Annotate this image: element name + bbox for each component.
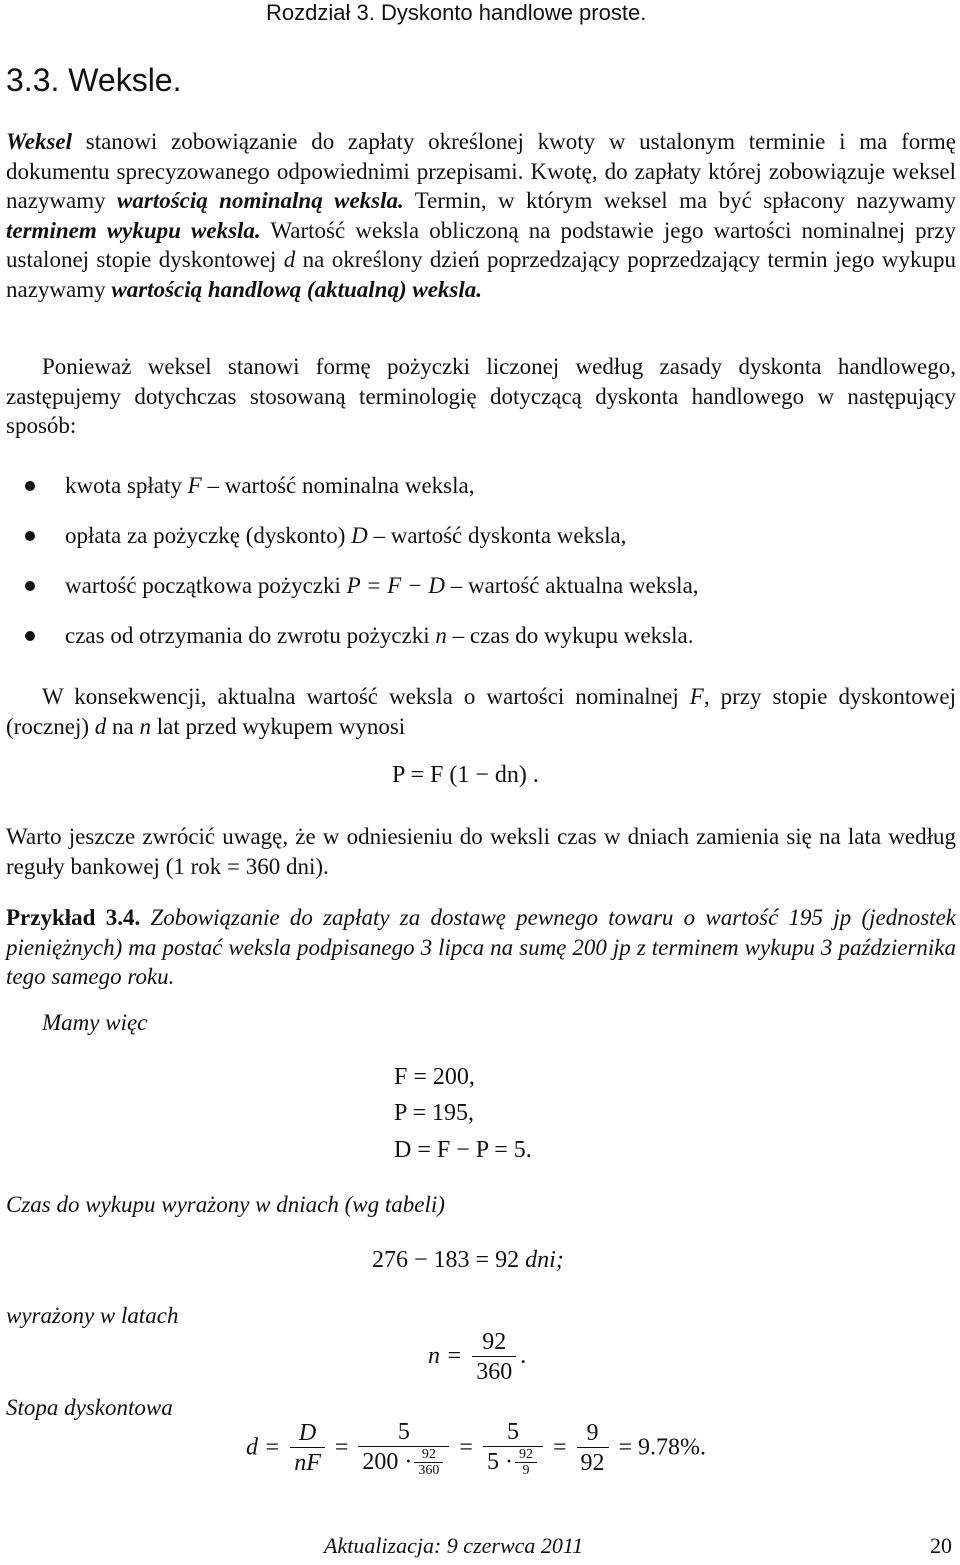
update-date: Aktualizacja: 9 czerwca 2011 bbox=[324, 1533, 584, 1558]
equals-sign: = bbox=[552, 1434, 567, 1461]
eq-n bbox=[428, 1328, 526, 1387]
item-text: opłata za pożyczkę (dyskonto) bbox=[65, 523, 352, 548]
banking-rule-paragraph: Warto jeszcze zwrócić uwagę, że w odniesieniu do weksli czas w dniach zamienia się na lata według reguły bankowej (1 rok = 360 dni). bbox=[6, 824, 956, 879]
n-lhs: n = bbox=[428, 1343, 463, 1370]
term-nominal-value: wartością nominalną weksla. bbox=[117, 188, 404, 213]
item-symbol: n bbox=[435, 623, 447, 648]
period: . bbox=[520, 1343, 527, 1370]
fraction-denominator bbox=[358, 1446, 449, 1479]
fraction-D-nF bbox=[290, 1419, 325, 1478]
list-item bbox=[25, 466, 925, 516]
fraction-numerator: 92 bbox=[482, 1329, 507, 1355]
list-item bbox=[25, 616, 925, 666]
item-text: kwota spłaty bbox=[65, 473, 188, 498]
formula-present-value: P = F (1 − dn) . bbox=[392, 762, 539, 788]
fraction-denominator: nF bbox=[290, 1447, 325, 1478]
fraction-denominator: 92 bbox=[577, 1447, 609, 1478]
term-market-value: wartością handlową (aktualną) weksla. bbox=[111, 276, 483, 302]
paragraph-text: na określony dzień poprzedzający poprzedzający termin jego wykupu nazywamy bbox=[6, 247, 956, 302]
terminology-list bbox=[25, 466, 925, 666]
paragraph-text: lat przed wykupem wynosi bbox=[150, 713, 406, 739]
item-symbol: P = F − D bbox=[346, 573, 445, 598]
denominator-factor: 5 · bbox=[486, 1449, 513, 1475]
small-fraction bbox=[414, 1447, 443, 1479]
eq-P: P = 195, bbox=[394, 1100, 474, 1126]
eq-days bbox=[372, 1247, 564, 1274]
item-text: – wartość dyskonta weksla, bbox=[367, 523, 627, 548]
item-symbol: D bbox=[351, 523, 368, 548]
mamy-wiec: Mamy więc bbox=[42, 1010, 148, 1035]
days-expression: 276 − 183 = 92 bbox=[372, 1247, 520, 1273]
fraction-9-92 bbox=[577, 1419, 609, 1478]
days-unit: dni; bbox=[519, 1247, 564, 1273]
bullet-icon bbox=[25, 631, 35, 641]
list-item bbox=[25, 566, 925, 616]
result: = 9.78%. bbox=[618, 1434, 707, 1461]
paragraph-text: Termin, w którym weksel ma być spłacony nazywamy bbox=[403, 188, 956, 213]
bullet-icon bbox=[25, 481, 35, 491]
item-text: wartość początkowa pożyczki bbox=[65, 573, 347, 598]
small-numerator: 92 bbox=[421, 1447, 436, 1463]
eq-discount-rate bbox=[246, 1418, 706, 1479]
var-d: d bbox=[94, 713, 107, 739]
fraction-5-over-5 bbox=[483, 1418, 543, 1479]
list-item bbox=[25, 516, 925, 566]
var-F: F bbox=[689, 684, 704, 709]
terminology-paragraph: Ponieważ weksel stanowi formę pożyczki liczonej według zasady dyskonta handlowego, zastępujemy dotychczas stosowaną terminologię dotyczącą dyskonta handlowego w następujący sposób: bbox=[6, 354, 956, 438]
var-n: n bbox=[139, 713, 151, 739]
fraction-numerator: D bbox=[298, 1420, 317, 1447]
eq-F: F = 200, bbox=[394, 1064, 475, 1090]
equals-sign: = bbox=[459, 1434, 473, 1461]
bullet-icon bbox=[25, 531, 35, 541]
item-text: – czas do wykupu weksla. bbox=[446, 623, 694, 648]
fraction-92-360 bbox=[472, 1328, 516, 1387]
fraction-denominator: 360 bbox=[472, 1356, 516, 1387]
item-text: – wartość aktualna weksla, bbox=[444, 573, 699, 598]
fraction-numerator: 9 bbox=[586, 1420, 599, 1447]
denominator-factor: 200 · bbox=[362, 1449, 413, 1475]
example-paragraph bbox=[6, 903, 956, 992]
fraction-numerator: 5 bbox=[506, 1419, 519, 1445]
definition-paragraph bbox=[6, 127, 956, 304]
consequence-paragraph bbox=[6, 682, 956, 741]
years-label: wyrażony w latach bbox=[6, 1303, 179, 1328]
d-lhs: d = bbox=[246, 1434, 281, 1461]
small-denominator: 360 bbox=[414, 1462, 443, 1479]
paragraph-text: na bbox=[106, 713, 140, 739]
item-symbol: F bbox=[187, 473, 202, 498]
eq-D: D = F − P = 5. bbox=[394, 1137, 532, 1163]
fraction-denominator bbox=[483, 1446, 543, 1479]
page-number: 20 bbox=[930, 1533, 952, 1558]
bullet-icon bbox=[25, 581, 35, 591]
fraction-numerator: 5 bbox=[397, 1419, 410, 1445]
time-label: Czas do wykupu wyrażony w dniach (wg tabeli) bbox=[6, 1192, 445, 1217]
small-fraction bbox=[515, 1447, 537, 1479]
term-redemption-date: terminem wykupu weksla. bbox=[6, 217, 261, 243]
example-label: Przykład 3.4. bbox=[6, 905, 141, 930]
example-text: Zobowiązanie do zapłaty za dostawę pewnego towaru o wartość 195 jp (jednostek pieniężnych) ma postać weksla podpisanego 3 lipca na sumę 200 jp z terminem wykupu 3 października tego samego roku. bbox=[6, 905, 956, 989]
var-d: d bbox=[283, 247, 296, 272]
item-text: – wartość nominalna weksla, bbox=[201, 473, 475, 498]
fraction-5-over-200 bbox=[358, 1418, 449, 1479]
rate-label: Stopa dyskontowa bbox=[6, 1395, 173, 1420]
paragraph-text: Wartość weksla obliczoną na podstawie jego wartości nominalnej przy ustalonej stopie dyskontowej bbox=[6, 217, 956, 272]
small-numerator: 92 bbox=[518, 1447, 533, 1463]
term-weksel: Weksel bbox=[6, 129, 73, 154]
small-denominator: 9 bbox=[515, 1462, 537, 1479]
equals-sign: = bbox=[334, 1434, 349, 1461]
running-header: Rozdział 3. Dyskonto handlowe proste. bbox=[266, 0, 647, 25]
item-text: czas od otrzymania do zwrotu pożyczki bbox=[65, 623, 436, 648]
paragraph-text: stanowi zobowiązanie do zapłaty określonej kwoty w ustalonym terminie i ma formę dokumentu sprecyzowanego odpowiednimi przepisami. Kwotę, do zapłaty której zobowiązuje weksel nazywamy bbox=[6, 129, 956, 213]
paragraph-text: , przy stopie dyskontowej (rocznej) bbox=[6, 684, 956, 739]
section-title: 3.3. Weksle. bbox=[6, 62, 182, 98]
paragraph-text: W konsekwencji, aktualna wartość weksla o wartości nominalnej bbox=[42, 684, 690, 709]
